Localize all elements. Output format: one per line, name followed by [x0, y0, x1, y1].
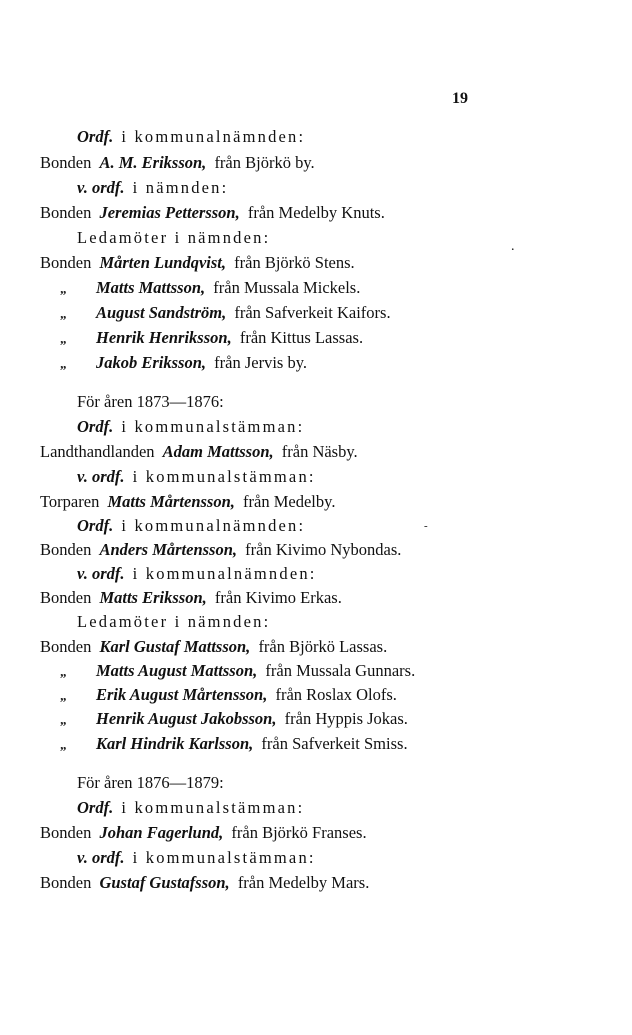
entry-line: Bonden Matts Eriksson, från Kivimo Erkas. — [40, 588, 342, 607]
members-heading-line: Ledamöter i nämnden: — [77, 612, 271, 631]
entry-line-ditto: „ Karl Hindrik Karlsson, från Safverkeit Smiss. — [60, 734, 408, 753]
entry-line-ditto: „ Henrik August Jakobsson, från Hyppis Jokas. — [60, 709, 408, 728]
entry-line: Bonden Anders Mårtensson, från Kivimo Nybondas. — [40, 540, 402, 559]
entry-line: Torparen Matts Mårtensson, från Medelby. — [40, 492, 336, 511]
entry-line-ditto: „ Matts August Mattsson, från Mussala Gunnars. — [60, 661, 416, 680]
entry-line-ditto: „ Jakob Eriksson, från Jervis by. — [60, 353, 308, 372]
entry-line: Bonden Karl Gustaf Mattsson, från Björkö Lassas. — [40, 637, 388, 656]
entry-line-ditto: „ Henrik Henriksson, från Kittus Lassas. — [60, 328, 364, 347]
entry-line: Bonden Johan Fagerlund, från Björkö Franses. — [40, 823, 367, 842]
page-number: 19 — [452, 90, 468, 107]
section-label-line: Ordf. i kommunalnämnden: — [77, 127, 306, 146]
section-label-line: Ordf. i kommunalnämnden: — [77, 516, 306, 535]
entry-line: Landthandlanden Adam Mattsson, från Näsby. — [40, 442, 358, 461]
section-label-line: v. ordf. i kommunalstämman: — [77, 848, 316, 867]
section-label-line: Ordf. i kommunalstämman: — [77, 798, 305, 817]
entry-line: Bonden A. M. Eriksson, från Björkö by. — [40, 153, 315, 172]
period-heading: För åren 1876—1879: — [77, 773, 224, 792]
section-label-line: v. ordf. i kommunalnämnden: — [77, 564, 317, 583]
section-label-line: v. ordf. i kommunalstämman: — [77, 467, 316, 486]
section-label-line: Ordf. i kommunalstämman: — [77, 417, 305, 436]
entry-line: Bonden Mårten Lundqvist, från Björkö Stens. — [40, 253, 355, 272]
members-heading-line: Ledamöter i nämnden: — [77, 228, 271, 247]
entry-line-ditto: „ Matts Mattsson, från Mussala Mickels. — [60, 278, 361, 297]
period-heading: För åren 1873—1876: — [77, 392, 224, 411]
entry-line: Bonden Gustaf Gustafsson, från Medelby Mars. — [40, 873, 370, 892]
section-label-line: v. ordf. i nämnden: — [77, 178, 229, 197]
entry-line: Bonden Jeremias Pettersson, från Medelby Knuts. — [40, 203, 385, 222]
stray-mark: - — [424, 520, 428, 532]
stray-dot: . — [511, 239, 515, 254]
entry-line-ditto: „ August Sandström, från Safverkeit Kaifors. — [60, 303, 391, 322]
entry-line-ditto: „ Erik August Mårtensson, från Roslax Olofs. — [60, 685, 397, 704]
